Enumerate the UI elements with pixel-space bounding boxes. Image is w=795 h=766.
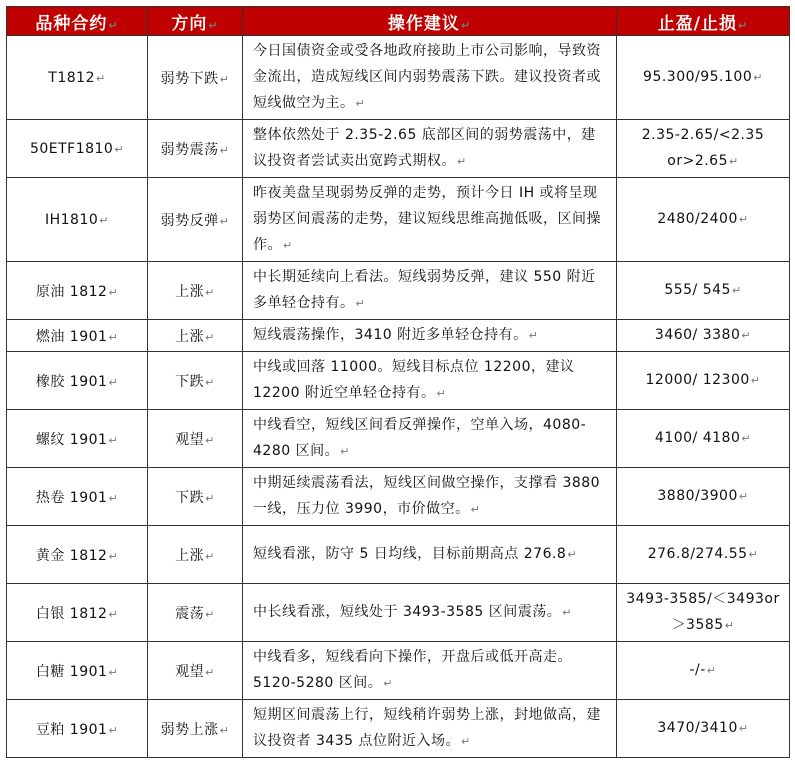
target-cell: 95.300/95.100↵ <box>617 36 790 120</box>
header-direction: 方向↵ <box>148 7 243 36</box>
direction-cell: 弱势上涨↵ <box>148 700 243 758</box>
target-cell: 555/ 545↵ <box>617 262 790 320</box>
contract-cell: 原油 1812↵ <box>7 262 148 320</box>
advice-cell: 中长期延续向上看法。短线弱势反弹，建议 550 附近多单轻仓持有。↵ <box>243 262 617 320</box>
direction-cell: 震荡↵ <box>148 584 243 642</box>
table-row <box>7 700 790 758</box>
contract-cell: IH1810↵ <box>7 178 148 262</box>
advice-cell: 整体依然处于 2.35-2.65 底部区间的弱势震荡中，建议投资者尝试卖出宽跨式期权。↵ <box>243 120 617 178</box>
table-row <box>7 36 790 120</box>
advice-cell: 短线看涨，防守 5 日均线，目标前期高点 276.8↵ <box>243 526 617 584</box>
direction-cell: 下跌↵ <box>148 468 243 526</box>
contract-cell: 螺纹 1901↵ <box>7 410 148 468</box>
contract-cell: 热卷 1901↵ <box>7 468 148 526</box>
target-cell: 276.8/274.55↵ <box>617 526 790 584</box>
contract-cell: 白银 1812↵ <box>7 584 148 642</box>
contract-cell: 燃油 1901↵ <box>7 320 148 352</box>
table-row <box>7 320 790 352</box>
table-header-row <box>7 7 790 36</box>
target-cell: 4100/ 4180↵ <box>617 410 790 468</box>
table-row <box>7 410 790 468</box>
advice-cell: 中期延续震荡看法，短线区间做空操作，支撑看 3880 一线，压力位 3990，市价做空。↵ <box>243 468 617 526</box>
target-cell: -/-↵ <box>617 642 790 700</box>
direction-cell: 上涨↵ <box>148 320 243 352</box>
advice-cell: 中线看空，短线区间看反弹操作，空单入场，4080-4280 区间。↵ <box>243 410 617 468</box>
advice-cell: 中线或回落 11000。短线目标点位 12200，建议 12200 附近空单轻仓持有。↵ <box>243 352 617 410</box>
table-row <box>7 526 790 584</box>
target-cell: 3470/3410↵ <box>617 700 790 758</box>
table-row <box>7 120 790 178</box>
direction-cell: 观望↵ <box>148 642 243 700</box>
table-row <box>7 352 790 410</box>
table-row <box>7 468 790 526</box>
target-cell: 3880/3900↵ <box>617 468 790 526</box>
target-cell: 2480/2400↵ <box>617 178 790 262</box>
advice-cell: 短期区间震荡上行，短线稍许弱势上涨，封地做高，建议投资者 3435 点位附近入场。↵ <box>243 700 617 758</box>
advice-cell: 昨夜美盘呈现弱势反弹的走势，预计今日 IH 或将呈现弱势区间震荡的走势，建议短线思维高抛低吸，区间操作。↵ <box>243 178 617 262</box>
contract-cell: T1812↵ <box>7 36 148 120</box>
target-cell: 3460/ 3380↵ <box>617 320 790 352</box>
advice-cell: 今日国债资金或受各地政府接助上市公司影响，导致资金流出，造成短线区间内弱势震荡下跌。建议投资者或短线做空为主。↵ <box>243 36 617 120</box>
contract-cell: 橡胶 1901↵ <box>7 352 148 410</box>
advice-cell: 中线看多，短线看向下操作，开盘后或低开高走。5120-5280 区间。↵ <box>243 642 617 700</box>
target-cell: 12000/ 12300↵ <box>617 352 790 410</box>
table-row <box>7 262 790 320</box>
table-row <box>7 584 790 642</box>
direction-cell: 下跌↵ <box>148 352 243 410</box>
direction-cell: 弱势反弹↵ <box>148 178 243 262</box>
target-cell: 3493-3585/＜3493or＞3585↵ <box>617 584 790 642</box>
direction-cell: 上涨↵ <box>148 526 243 584</box>
contract-cell: 豆粕 1901↵ <box>7 700 148 758</box>
header-contract: 品种合约↵ <box>7 7 148 36</box>
direction-cell: 观望↵ <box>148 410 243 468</box>
table-row <box>7 178 790 262</box>
target-cell: 2.35-2.65/<2.35 or>2.65↵ <box>617 120 790 178</box>
header-advice: 操作建议↵ <box>243 7 617 36</box>
advice-cell: 短线震荡操作，3410 附近多单轻仓持有。↵ <box>243 320 617 352</box>
header-target: 止盈/止损↵ <box>617 7 790 36</box>
direction-cell: 弱势震荡↵ <box>148 120 243 178</box>
contract-cell: 黄金 1812↵ <box>7 526 148 584</box>
table-row <box>7 642 790 700</box>
advice-cell: 中长线看涨，短线处于 3493-3585 区间震荡。↵ <box>243 584 617 642</box>
direction-cell: 上涨↵ <box>148 262 243 320</box>
contract-cell: 50ETF1810↵ <box>7 120 148 178</box>
contract-cell: 白糖 1901↵ <box>7 642 148 700</box>
trading-advice-table <box>6 6 790 758</box>
direction-cell: 弱势下跌↵ <box>148 36 243 120</box>
